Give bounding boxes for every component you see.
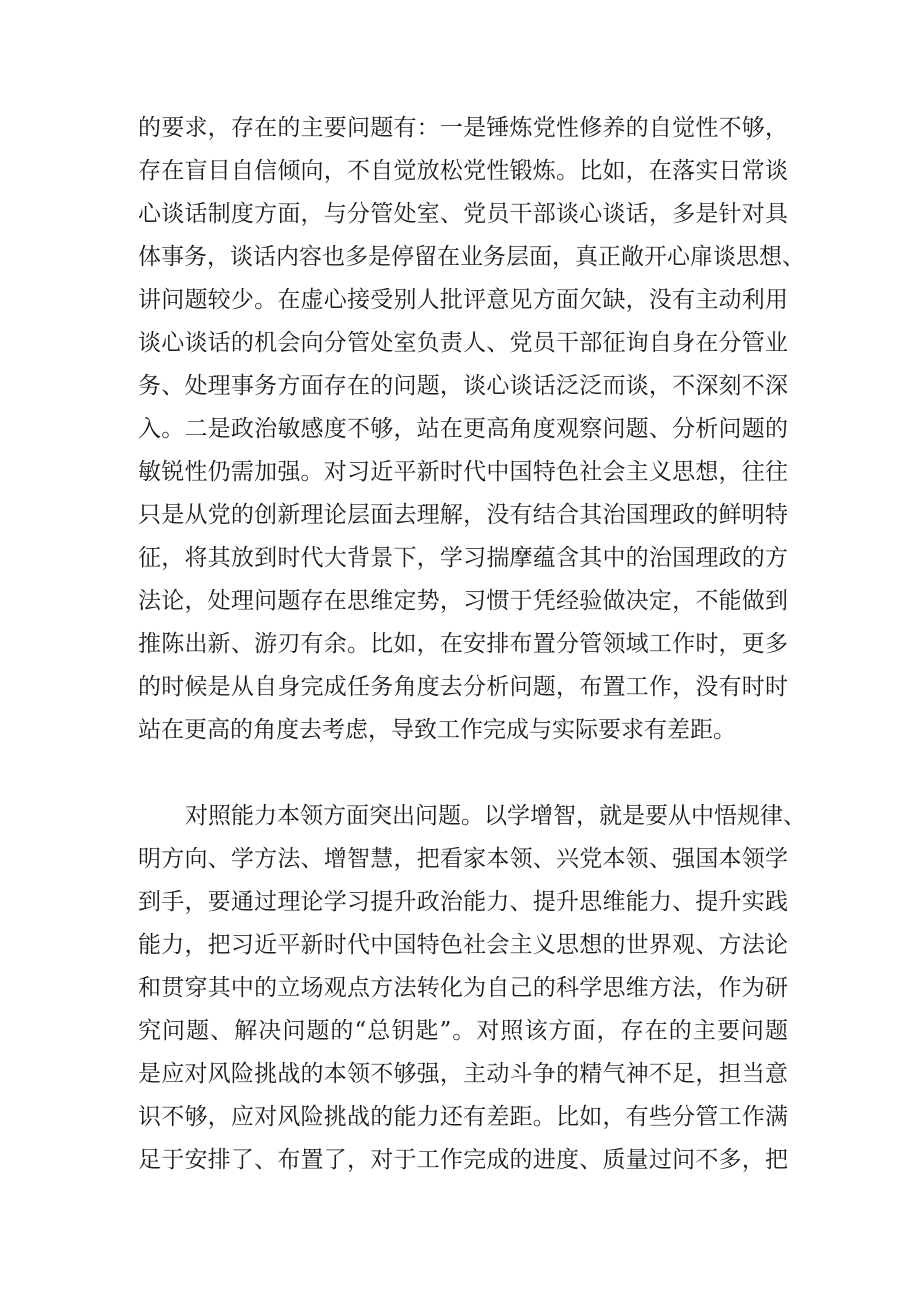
text-line: 征，将其放到时代大背景下，学习揣摩蕴含其中的治国理政的方	[138, 545, 788, 571]
text-line: 存在盲目自信倾向，不自觉放松党性锻炼。比如，在落实日常谈	[138, 158, 788, 184]
text-line: 识不够，应对风险挑战的能力还有差距。比如，有些分管工作满	[138, 1104, 788, 1130]
text-line: 足于安排了、布置了，对于工作完成的进度、质量过问不多，把	[138, 1147, 788, 1173]
text-line: 敏锐性仍需加强。对习近平新时代中国特色社会主义思想，往往	[138, 459, 788, 485]
text-line: 只是从党的创新理论层面去理解，没有结合其治国理政的鲜明特	[138, 502, 788, 528]
text-line: 入。二是政治敏感度不够，站在更高角度观察问题、分析问题的	[138, 416, 788, 442]
text-line: 务、处理事务方面存在的问题，谈心谈话泛泛而谈，不深刻不深	[138, 373, 788, 399]
text-line: 体事务，谈话内容也多是停留在业务层面，真正敞开心扉谈思想、	[138, 244, 805, 270]
text-line: 的要求，存在的主要问题有：一是锤炼党性修养的自觉性不够，	[138, 115, 788, 141]
text-line: 对照能力本领方面突出问题。以学增智，就是要从中悟规律、	[185, 803, 806, 829]
text-line: 站在更高的角度去考虑，导致工作完成与实际要求有差距。	[138, 717, 736, 743]
text-line: 是应对风险挑战的本领不够强，主动斗争的精气神不足，担当意	[138, 1061, 788, 1087]
text-line: 的时候是从自身完成任务角度去分析问题，布置工作，没有时时	[138, 674, 788, 700]
text-line: 和贯穿其中的立场观点方法转化为自己的科学思维方法，作为研	[138, 975, 788, 1001]
text-line: 谈心谈话的机会向分管处室负责人、党员干部征询自身在分管业	[138, 330, 788, 356]
text-line: 到手，要通过理论学习提升政治能力、提升思维能力、提升实践	[138, 889, 788, 915]
text-line: 推陈出新、游刃有余。比如，在安排布置分管领域工作时，更多	[138, 631, 788, 657]
text-line: 能力，把习近平新时代中国特色社会主义思想的世界观、方法论	[138, 932, 788, 958]
text-line: 法论，处理问题存在思维定势，习惯于凭经验做决定，不能做到	[138, 588, 788, 614]
text-line: 明方向、学方法、增智慧，把看家本领、兴党本领、强国本领学	[138, 846, 788, 872]
text-line: 究问题、解决问题的“总钥匙”。对照该方面，存在的主要问题	[138, 1018, 788, 1044]
text-line: 心谈话制度方面，与分管处室、党员干部谈心谈话，多是针对具	[138, 201, 788, 227]
text-line: 讲问题较少。在虚心接受别人批评意见方面欠缺，没有主动利用	[138, 287, 788, 313]
